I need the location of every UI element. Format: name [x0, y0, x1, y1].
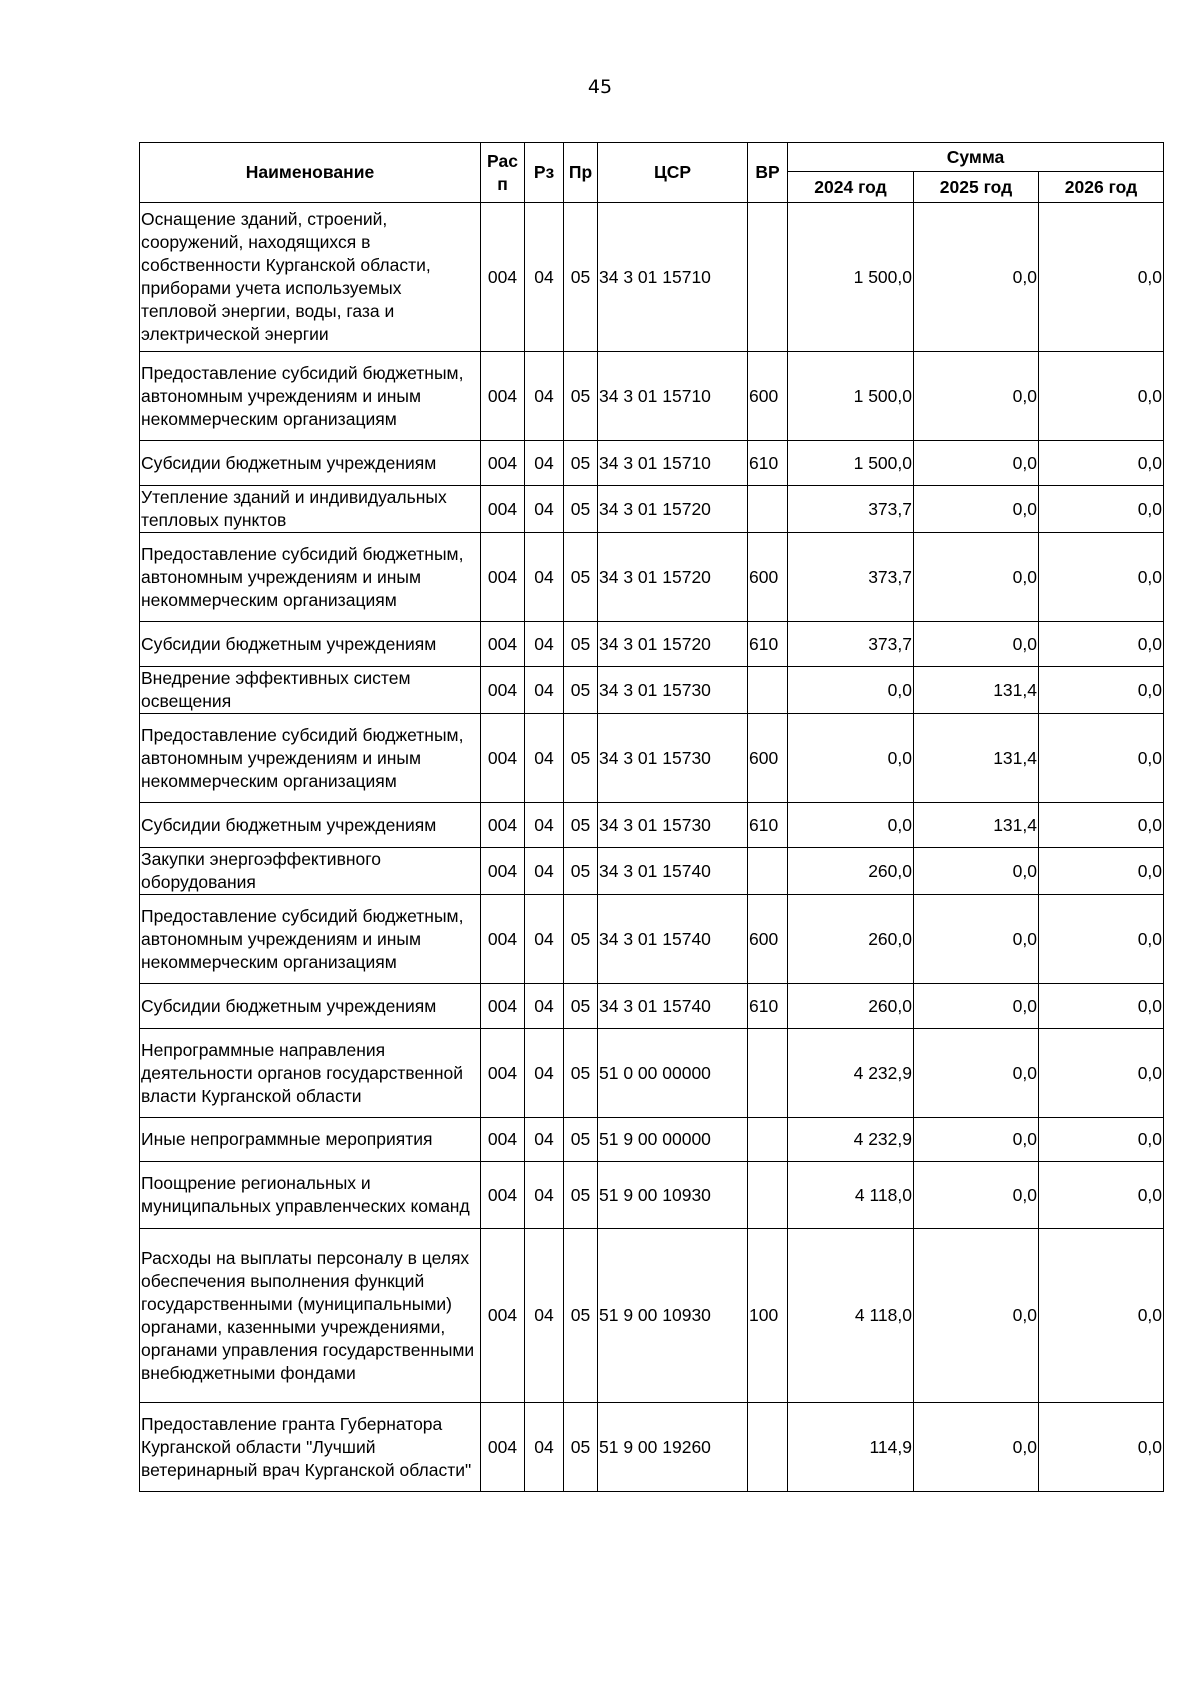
row-vr — [748, 848, 788, 895]
row-sum-2025: 0,0 — [914, 441, 1039, 486]
row-rasp: 004 — [481, 848, 525, 895]
row-sum-2025: 131,4 — [914, 714, 1039, 803]
row-rz: 04 — [525, 895, 564, 984]
row-csr: 51 9 00 10930 — [598, 1162, 748, 1229]
row-pr: 05 — [564, 533, 598, 622]
row-sum-2025: 0,0 — [914, 984, 1039, 1029]
header-2026: 2026 год — [1039, 172, 1164, 203]
row-sum-2025: 0,0 — [914, 1118, 1039, 1162]
row-rz: 04 — [525, 1029, 564, 1118]
row-rz: 04 — [525, 622, 564, 667]
table-row — [140, 533, 1164, 622]
row-name: Предоставление субсидий бюджетным, автономным учреждениям и иным некоммерческим организациям — [140, 352, 481, 441]
row-sum-2025: 0,0 — [914, 1403, 1039, 1492]
row-sum-2026: 0,0 — [1039, 441, 1164, 486]
row-name: Иные непрограммные мероприятия — [140, 1118, 481, 1162]
table-row — [140, 441, 1164, 486]
header-csr: ЦСР — [598, 143, 748, 203]
row-rasp: 004 — [481, 895, 525, 984]
row-sum-2024: 4 118,0 — [788, 1162, 914, 1229]
table-row — [140, 667, 1164, 714]
row-rz: 04 — [525, 714, 564, 803]
row-name: Закупки энергоэффективного оборудования — [140, 848, 481, 895]
row-sum-2025: 0,0 — [914, 622, 1039, 667]
row-sum-2026: 0,0 — [1039, 803, 1164, 848]
row-vr — [748, 1403, 788, 1492]
row-sum-2024: 260,0 — [788, 984, 914, 1029]
table-row — [140, 1162, 1164, 1229]
row-csr: 34 3 01 15730 — [598, 714, 748, 803]
row-csr: 34 3 01 15730 — [598, 667, 748, 714]
row-name: Субсидии бюджетным учреждениям — [140, 441, 481, 486]
row-rasp: 004 — [481, 1229, 525, 1403]
row-sum-2024: 373,7 — [788, 486, 914, 533]
row-sum-2024: 0,0 — [788, 714, 914, 803]
row-csr: 51 9 00 10930 — [598, 1229, 748, 1403]
row-csr: 34 3 01 15720 — [598, 533, 748, 622]
row-sum-2025: 0,0 — [914, 533, 1039, 622]
row-sum-2026: 0,0 — [1039, 667, 1164, 714]
row-rasp: 004 — [481, 667, 525, 714]
table-row — [140, 1029, 1164, 1118]
row-csr: 34 3 01 15740 — [598, 984, 748, 1029]
table-row — [140, 1118, 1164, 1162]
row-sum-2026: 0,0 — [1039, 1162, 1164, 1229]
table-row — [140, 895, 1164, 984]
row-sum-2024: 373,7 — [788, 622, 914, 667]
row-vr: 610 — [748, 803, 788, 848]
row-name: Расходы на выплаты персоналу в целях обеспечения выполнения функций государственными (муниципальными) органами, казенными учреждениями, органами управления государственными внебюджетными фондами — [140, 1229, 481, 1403]
row-name: Субсидии бюджетным учреждениям — [140, 803, 481, 848]
row-sum-2026: 0,0 — [1039, 1029, 1164, 1118]
row-csr: 34 3 01 15710 — [598, 203, 748, 352]
row-sum-2024: 1 500,0 — [788, 203, 914, 352]
row-sum-2025: 0,0 — [914, 486, 1039, 533]
row-sum-2024: 260,0 — [788, 848, 914, 895]
header-rasp: Рас п — [481, 143, 525, 203]
row-vr: 610 — [748, 984, 788, 1029]
row-rasp: 004 — [481, 714, 525, 803]
header-sum: Сумма — [788, 143, 1164, 172]
row-rz: 04 — [525, 352, 564, 441]
row-pr: 05 — [564, 1162, 598, 1229]
row-pr: 05 — [564, 714, 598, 803]
row-sum-2024: 1 500,0 — [788, 352, 914, 441]
table-row — [140, 984, 1164, 1029]
row-sum-2025: 0,0 — [914, 1029, 1039, 1118]
row-sum-2024: 4 118,0 — [788, 1229, 914, 1403]
row-pr: 05 — [564, 203, 598, 352]
row-sum-2026: 0,0 — [1039, 895, 1164, 984]
table-row — [140, 486, 1164, 533]
row-pr: 05 — [564, 441, 598, 486]
row-sum-2026: 0,0 — [1039, 352, 1164, 441]
row-sum-2024: 4 232,9 — [788, 1029, 914, 1118]
row-sum-2026: 0,0 — [1039, 486, 1164, 533]
row-sum-2024: 0,0 — [788, 667, 914, 714]
header-2025: 2025 год — [914, 172, 1039, 203]
row-rasp: 004 — [481, 486, 525, 533]
row-name: Внедрение эффективных систем освещения — [140, 667, 481, 714]
row-sum-2026: 0,0 — [1039, 1403, 1164, 1492]
row-csr: 34 3 01 15730 — [598, 803, 748, 848]
header-vr: ВР — [748, 143, 788, 203]
row-sum-2025: 0,0 — [914, 352, 1039, 441]
row-name: Предоставление субсидий бюджетным, автономным учреждениям и иным некоммерческим организациям — [140, 533, 481, 622]
row-rasp: 004 — [481, 1029, 525, 1118]
page-number: 45 — [587, 76, 613, 98]
row-pr: 05 — [564, 352, 598, 441]
row-pr: 05 — [564, 1403, 598, 1492]
row-sum-2026: 0,0 — [1039, 622, 1164, 667]
table-row — [140, 714, 1164, 803]
row-pr: 05 — [564, 848, 598, 895]
row-csr: 34 3 01 15720 — [598, 486, 748, 533]
row-rz: 04 — [525, 441, 564, 486]
row-rz: 04 — [525, 203, 564, 352]
row-vr: 610 — [748, 441, 788, 486]
row-sum-2024: 260,0 — [788, 895, 914, 984]
row-vr — [748, 667, 788, 714]
row-csr: 51 9 00 19260 — [598, 1403, 748, 1492]
row-pr: 05 — [564, 486, 598, 533]
row-csr: 34 3 01 15710 — [598, 352, 748, 441]
row-rasp: 004 — [481, 533, 525, 622]
row-pr: 05 — [564, 1229, 598, 1403]
row-sum-2026: 0,0 — [1039, 984, 1164, 1029]
row-rasp: 004 — [481, 1118, 525, 1162]
row-vr: 610 — [748, 622, 788, 667]
row-pr: 05 — [564, 622, 598, 667]
row-name: Предоставление субсидий бюджетным, автономным учреждениям и иным некоммерческим организациям — [140, 714, 481, 803]
budget-table — [139, 142, 1164, 1492]
row-sum-2025: 0,0 — [914, 203, 1039, 352]
table-body — [140, 203, 1164, 1492]
row-sum-2026: 0,0 — [1039, 848, 1164, 895]
row-vr — [748, 1029, 788, 1118]
row-rasp: 004 — [481, 803, 525, 848]
row-vr: 100 — [748, 1229, 788, 1403]
header-pr: Пр — [564, 143, 598, 203]
row-vr — [748, 1118, 788, 1162]
row-csr: 34 3 01 15740 — [598, 848, 748, 895]
row-rasp: 004 — [481, 1403, 525, 1492]
row-rz: 04 — [525, 667, 564, 714]
row-name: Утепление зданий и индивидуальных тепловых пунктов — [140, 486, 481, 533]
row-sum-2026: 0,0 — [1039, 533, 1164, 622]
row-rz: 04 — [525, 803, 564, 848]
row-name: Предоставление гранта Губернатора Курганской области "Лучший ветеринарный врач Курганской области" — [140, 1403, 481, 1492]
row-name: Субсидии бюджетным учреждениям — [140, 622, 481, 667]
row-rasp: 004 — [481, 984, 525, 1029]
row-rz: 04 — [525, 984, 564, 1029]
header-2024: 2024 год — [788, 172, 914, 203]
table-row — [140, 203, 1164, 352]
row-rasp: 004 — [481, 441, 525, 486]
row-rz: 04 — [525, 1403, 564, 1492]
table-row — [140, 622, 1164, 667]
row-name: Предоставление субсидий бюджетным, автономным учреждениям и иным некоммерческим организациям — [140, 895, 481, 984]
row-pr: 05 — [564, 1118, 598, 1162]
row-csr: 51 0 00 00000 — [598, 1029, 748, 1118]
row-sum-2026: 0,0 — [1039, 1229, 1164, 1403]
row-rz: 04 — [525, 1162, 564, 1229]
row-vr: 600 — [748, 352, 788, 441]
row-vr — [748, 203, 788, 352]
header-rz: Рз — [525, 143, 564, 203]
row-vr: 600 — [748, 714, 788, 803]
row-rz: 04 — [525, 848, 564, 895]
table-row — [140, 803, 1164, 848]
row-sum-2025: 0,0 — [914, 1229, 1039, 1403]
row-name: Непрограммные направления деятельности органов государственной власти Курганской области — [140, 1029, 481, 1118]
table-row — [140, 1229, 1164, 1403]
row-pr: 05 — [564, 667, 598, 714]
header-name: Наименование — [140, 143, 481, 203]
table-row — [140, 352, 1164, 441]
row-rasp: 004 — [481, 203, 525, 352]
row-sum-2025: 0,0 — [914, 848, 1039, 895]
row-rz: 04 — [525, 1229, 564, 1403]
row-sum-2026: 0,0 — [1039, 1118, 1164, 1162]
row-rz: 04 — [525, 533, 564, 622]
table-row — [140, 1403, 1164, 1492]
row-name: Оснащение зданий, строений, сооружений, находящихся в собственности Курганской области, приборами учета используемых тепловой энергии, воды, газа и электрической энергии — [140, 203, 481, 352]
row-pr: 05 — [564, 984, 598, 1029]
row-sum-2024: 114,9 — [788, 1403, 914, 1492]
row-sum-2025: 131,4 — [914, 667, 1039, 714]
row-csr: 34 3 01 15720 — [598, 622, 748, 667]
row-sum-2024: 373,7 — [788, 533, 914, 622]
row-rasp: 004 — [481, 1162, 525, 1229]
row-pr: 05 — [564, 1029, 598, 1118]
row-csr: 34 3 01 15740 — [598, 895, 748, 984]
row-sum-2026: 0,0 — [1039, 203, 1164, 352]
row-pr: 05 — [564, 895, 598, 984]
row-name: Поощрение региональных и муниципальных управленческих команд — [140, 1162, 481, 1229]
table-row — [140, 848, 1164, 895]
row-vr: 600 — [748, 895, 788, 984]
row-name: Субсидии бюджетным учреждениям — [140, 984, 481, 1029]
row-sum-2025: 0,0 — [914, 895, 1039, 984]
row-vr — [748, 1162, 788, 1229]
row-rasp: 004 — [481, 352, 525, 441]
row-vr: 600 — [748, 533, 788, 622]
row-csr: 51 9 00 00000 — [598, 1118, 748, 1162]
row-sum-2025: 131,4 — [914, 803, 1039, 848]
row-rz: 04 — [525, 486, 564, 533]
row-sum-2026: 0,0 — [1039, 714, 1164, 803]
header-row — [140, 143, 1164, 172]
row-rz: 04 — [525, 1118, 564, 1162]
row-rasp: 004 — [481, 622, 525, 667]
row-sum-2024: 1 500,0 — [788, 441, 914, 486]
row-sum-2025: 0,0 — [914, 1162, 1039, 1229]
row-csr: 34 3 01 15710 — [598, 441, 748, 486]
row-pr: 05 — [564, 803, 598, 848]
row-sum-2024: 4 232,9 — [788, 1118, 914, 1162]
row-vr — [748, 486, 788, 533]
row-sum-2024: 0,0 — [788, 803, 914, 848]
